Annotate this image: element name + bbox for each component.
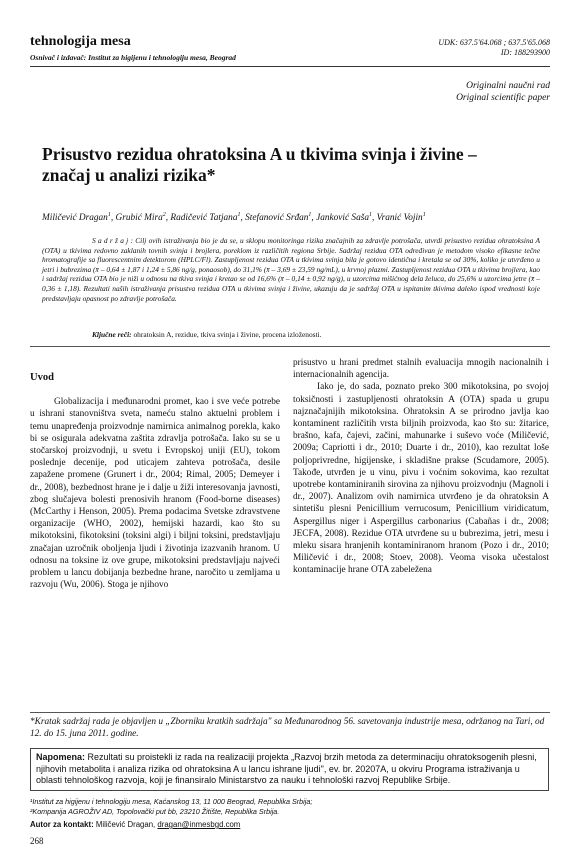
column-right (293, 357, 549, 577)
contact-email[interactable]: dragan@inmesbgd.com (157, 820, 241, 829)
paper-type (456, 80, 550, 104)
contact-name: Miličević Dragan, (95, 820, 156, 829)
author: Radičević Tatjana (170, 213, 238, 224)
author-sup: 1 (237, 212, 241, 218)
contact-line (30, 820, 240, 829)
author-sup: 1 (308, 212, 312, 218)
body-paragraph: Globalizacija i međunarodni promet, kao i sve veće potrebe u ishrani stanovništva sveta, nameću stalno aktuelni problem i temu unapređenja proizvodnje namirnica animalnog porekla, kako bi se osigurala adekvatna zaštita zdravlja potrošača. Iako su se u stočarskoj proizvodnji, u svetu i Evropskoj uniji (EU), tokom poslednje decenije, pod uticajem zahteva potrošača, desile zapažene promene (Grunert i dr., 2004; Rimal, 2005; Demeyer i dr., 2008), bezbednost hrane je i dalje u žiži interesovanja javnosti, zbog slučajeva bolesti prenosivih hranom (Food-borne diseases) (McCarthy i Henson, 2005). Prema podacima Svetske zdravstvene organizacije (WHO, 2002), hemijski hazardi, kao što su mikotoksini, fikotoksini (toksini algi) i biljni toksini, predstavljaju značajan uzročnik oboljenja ljudi i životinja izazvanih hranom. U odnosu na toksine iz ove grupe, mikotoksini predstavljaju najveći problem u lancu dobijanja bezbedne hrane, naročito u zemljama u razvoju (Wu, 2006). Stoga je njihovo (30, 397, 280, 591)
abstract-text: Cilj ovih istraživanja bio je da se, u sklopu monitoringa rizika značajnih za zdravlje potrošača, utvrdi prisustvo rezidua ohratoksina A (OTA) u tkivima redovno zaklanih tovnih svinja i brojlera, poreklom iz različitih regiona Srbije. Sadržaj rezidua OTA određivan je metodom visoko efikasne tečne hromatografije sa fluorescentnim detektorom (HPLC/Fl). Zastupljenost rezidua OTA u tkivima svinja bila je gotovo identična i kretala se od 30%, koliko je utvrđeno u jetri i bubrezima (x̄ – 0,64 ± 1,87 i 1,24 ± 5,86 ng/g, ponaosob), do 31,1% (x̄ – 3,69 ± 23,59 ng/mL), u krvnoj plazmi. Zastupljenost rezidua OTA u tkivima brojlera, kao i sadržaj rezidua OTA bio je niži u odnosu na tkiva svinja i kretao se od 16,6% (x̄ – 0,14 ± 0,92 ng/g), u uzorcima mišićnog dela želuca, do 25,6% u uzorcima jetre (x̄ – 0,36 ± 1,18). Rezultati naših istraživanja prisustva rezidua OTA u tkivima svinja i živine, ukazuju da je sadržaj OTA u ispitanim tkivima daleko ispod vrednosti koje predstavljaju opasnost po zdravlje potrošača. (42, 236, 540, 303)
affiliation: ¹Institut za higijenu i tehnologiju mesa, Kaćanskog 13, 11 000 Beograd, Republika Srbija; (30, 797, 313, 806)
author-sup: 1 (422, 212, 426, 218)
note-box (30, 748, 549, 791)
abstract-label: S a d r ž a j : (92, 236, 133, 245)
author: Janković Saša (316, 213, 369, 224)
author-sup: 1 (107, 212, 111, 218)
publisher-line: Osnivač i izdavač: Institut za higijenu i tehnologiju mesa, Beograd (30, 53, 236, 62)
author-sup: 1 (368, 212, 372, 218)
keywords-text: ohratoksin A, rezidue, tkiva svinja i živine, procena izloženosti. (133, 330, 322, 339)
paper-type-local: Originalni naučni rad (466, 81, 550, 91)
column-left (30, 372, 280, 591)
abstract-rule (30, 346, 550, 347)
section-heading: Uvod (30, 372, 54, 383)
author-sup: 2 (162, 212, 166, 218)
affiliations (30, 797, 312, 816)
udk-code: UDK: 637.5'64.068 ; 637.5'65.068 (438, 38, 550, 47)
paper-type-english: Original scientific paper (456, 93, 550, 103)
footnote-rule (30, 712, 550, 713)
paper-title: Prisustvo rezidua ohratoksina A u tkivima svinja i živine – značaj u analizi rizika* (42, 144, 477, 185)
note-label: Napomena: (36, 752, 86, 762)
author: Stefanović Srđan (245, 213, 309, 224)
page-number: 268 (30, 836, 44, 846)
author-list: Miličević Dragan$^1$, Grubić Mira$^2$, Radičević Tatjana$^1$, Stefanović Srđan$^1$, Janković Saša$^1$, Vranić Vojin$^1$ (42, 212, 426, 224)
author: Grubić Mira (115, 213, 163, 224)
keywords-label: Ključne reči: (92, 330, 132, 339)
contact-label: Autor za kontakt: (30, 820, 94, 829)
footnote-summary: *Kratak sadržaj rada je objavljen u „Zborniku kratkih sadržaja" sa Međunarodnog 56. savetovanja industrije mesa, održanog na Tari, od 12. do 15. juna 2011. godine. (30, 717, 545, 739)
affiliation: ²Kompanija AGROŽIV AD, Topolovački put bb, 23210 Žitište, Republika Srbija. (30, 806, 280, 816)
journal-name: tehnologija mesa (30, 34, 131, 49)
body-paragraph: Iako je, do sada, poznato preko 300 mikotoksina, po svojoj toksičnosti i zastupljenosti ohratoksin A (OTA) spada u grupu najznačajnijih mikotoksina. Ohratoksin A se prirodno javlja kao kontaminent različitih vrsta biljnih proizvoda, kao što su: žitarice, brašno, kafa, čajevi, začini, mahunarke i suševo voće (Miličević, 2009a; Capriotti i dr., 2010; Duarte i dr., 2010), kao rezultat loše poljoprivredne, higijenske, i skladišne prakse (Scudamore, 2005). Takođe, utvrđen je u vinu, pivu i voćnim sokovima, kao rezultat upotrebe kontaminiranih sirovina za njihovu proizvodnju (Magnoli i dr., 2007). Analizom ovih namirnica utvrđeno je da ohratoksin A sintetišu plesni Penicillium verrucosum, Penicillium viridicatum, Aspergillus niger i Aspergillus carbonarius (Cabañas i dr., 2008; JECFA, 2008). Rezidue OTA utvrđene su u bubrezima, jetri, mesu i mleku sisara hranjenih kontaminiranom hranom (Pozo i dr., 2010; Miličević i dr., 2008; Stoev, 2008). Veoma visoka učestalost kontaminacije hrane OTA zabeležena (293, 382, 549, 576)
note-text: Rezultati su proistekli iz rada na realizaciji projekta „Razvoj brzih metoda za determinaciju ohratoksogenih plesni, njihovih metabolita i analiza rizika od ohratoksina A u lancu ishrane ljudi", ev. br. 20207A, u okviru Programa istraživanja u oblasti tehnološkog razvoja, koji je finansiralo Ministarstvo za nauku i tehnološki razvoj Republike Srbije. (36, 752, 537, 785)
id-code: ID: 188293900 (500, 48, 550, 57)
udk-block (438, 38, 550, 58)
header-rule (30, 66, 550, 67)
abstract (42, 236, 540, 303)
author: Miličević Dragan (42, 213, 108, 224)
body-paragraph: prisustvo u hrani predmet stalnih evaluacija mnogih nacionalnih i internacionalnih agencija. (293, 358, 549, 381)
keywords (42, 330, 540, 340)
author: Vranić Vojin (376, 213, 423, 224)
